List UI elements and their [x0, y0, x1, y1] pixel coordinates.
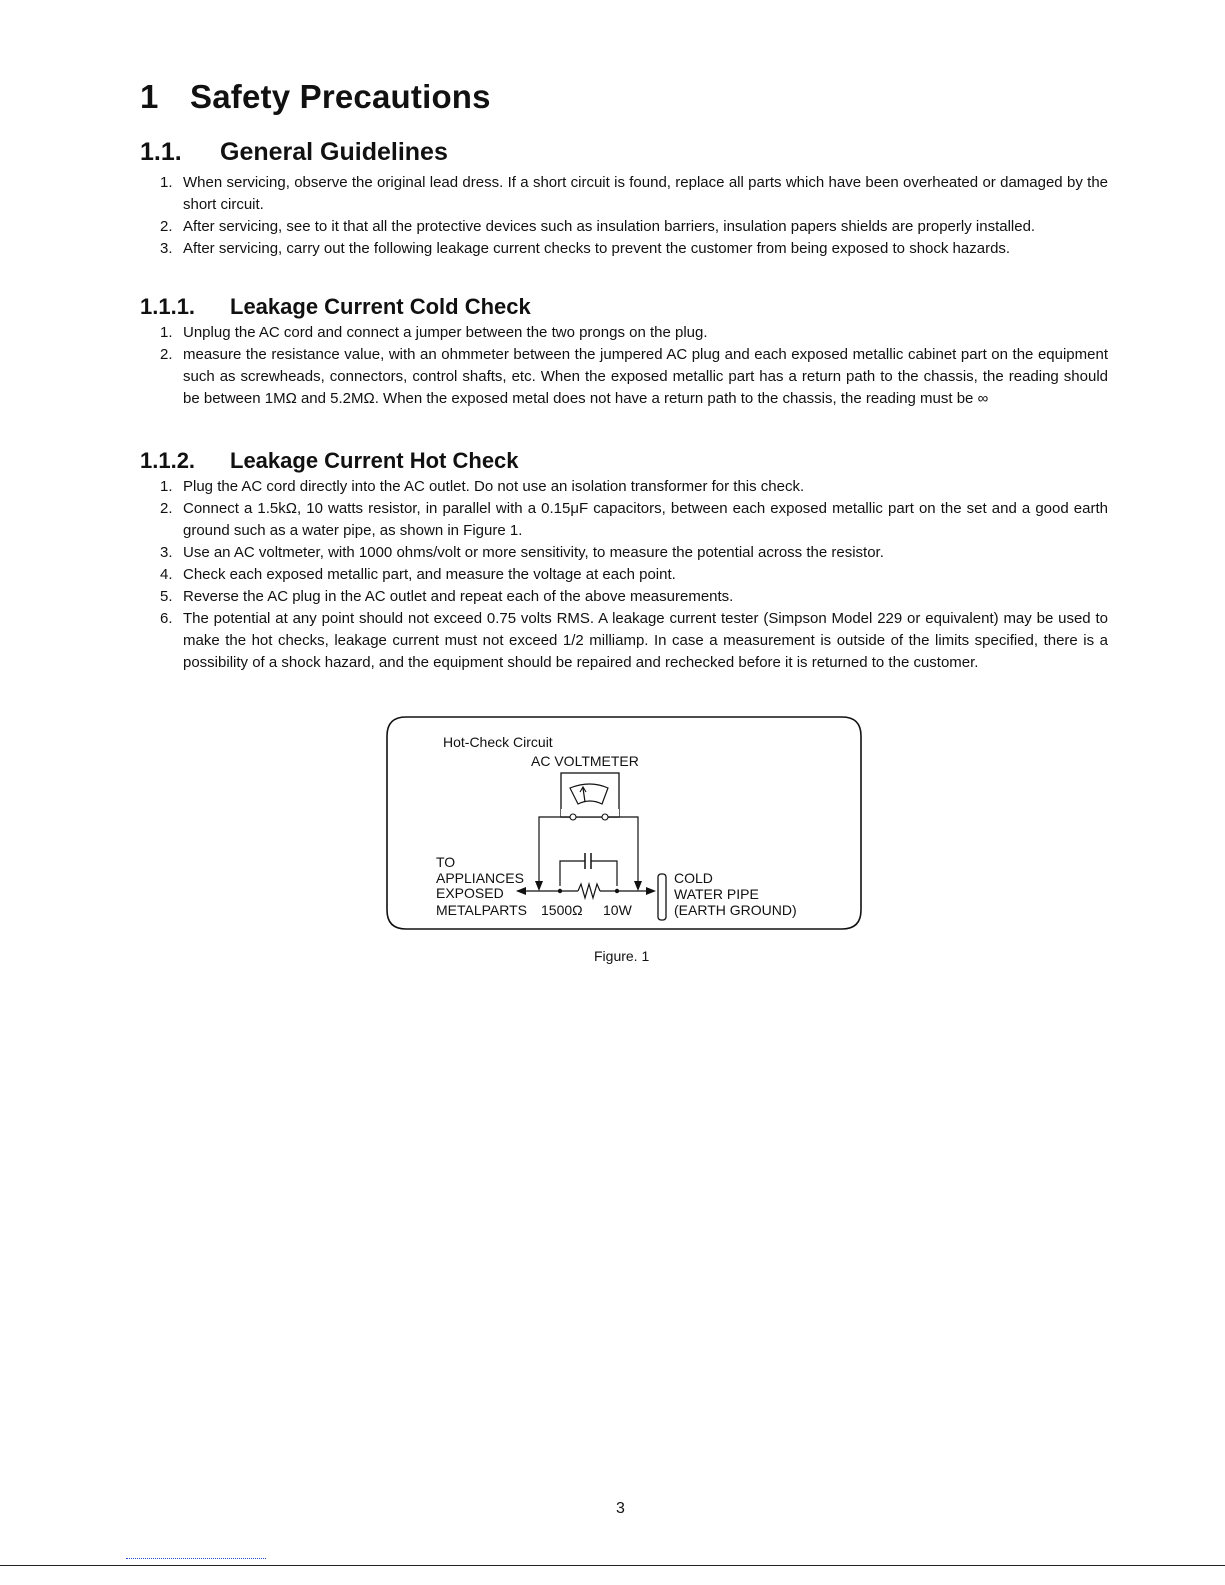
list-item	[160, 476, 1108, 498]
item-number: 3.	[160, 544, 173, 561]
appliance-label-line: METALPARTS	[436, 902, 528, 918]
section-number: 1	[140, 78, 159, 115]
item-text: Use an AC voltmeter, with 1000 ohms/volt or more sensitivity, to measure the potential across the resistor.	[183, 544, 884, 561]
section-title-text: Safety Precautions	[190, 78, 491, 115]
cold-check-list	[160, 322, 1108, 410]
heading-number: 1.1.	[140, 138, 182, 166]
ground-label-line: (EARTH GROUND)	[674, 902, 797, 918]
hot-check-list	[160, 476, 1108, 674]
list-item	[160, 238, 1108, 260]
ground-label-line: WATER PIPE	[674, 886, 759, 902]
footer-rule	[0, 1565, 1225, 1566]
footer-link-underline	[126, 1557, 266, 1559]
list-item	[160, 216, 1108, 238]
list-item	[160, 564, 1108, 586]
voltmeter-label: AC VOLTMETER	[531, 753, 639, 769]
page-number: 3	[616, 1500, 625, 1517]
junction-dot	[615, 889, 619, 893]
item-text: After servicing, see to it that all the protective devices such as insulation barriers, insulation papers shields are properly installed.	[183, 218, 1036, 235]
meter-lead-right	[608, 817, 638, 886]
resistor-power: 10W	[603, 902, 632, 918]
item-number: 3.	[160, 240, 173, 257]
hot-check-heading	[140, 448, 519, 474]
junction-dot	[558, 889, 562, 893]
appliance-label-line: APPLIANCES	[436, 870, 524, 886]
item-number: 2.	[160, 346, 173, 363]
list-item	[160, 322, 1108, 344]
item-text: Unplug the AC cord and connect a jumper between the two prongs on the plug.	[183, 324, 708, 341]
arrow-left-icon	[516, 887, 526, 895]
arrow-down-icon	[535, 881, 543, 891]
list-item	[160, 608, 1108, 674]
heading-text: Leakage Current Hot Check	[230, 448, 519, 473]
item-number: 5.	[160, 588, 173, 605]
water-pipe-icon	[658, 874, 666, 920]
general-guidelines-list	[160, 172, 1108, 260]
figure-caption: Figure. 1	[594, 948, 650, 964]
item-number: 2.	[160, 218, 173, 235]
heading-number: 1.1.1.	[140, 294, 196, 319]
capacitor-branch-right	[591, 861, 617, 886]
item-number: 6.	[160, 610, 173, 627]
figure-title: Hot-Check Circuit	[443, 734, 553, 750]
arrow-down-icon	[634, 881, 642, 891]
resistor-value: 1500Ω	[541, 902, 583, 918]
item-text: The potential at any point should not exceed 0.75 volts RMS. A leakage current tester (Simpson Model 229 or equivalent) may be used to make the hot checks, leakage current must not exceed 1/2 milliamp. In case a measurement is outside of the limits specified, there is a possibility of a shock hazard, and the equipment should be repaired and rechecked before it is returned to the customer.	[183, 610, 1108, 671]
hot-check-circuit-figure	[386, 716, 862, 930]
heading-text: Leakage Current Cold Check	[230, 294, 531, 319]
item-text: When servicing, observe the original lead dress. If a short circuit is found, replace all parts which have been overheated or damaged by the short circuit.	[183, 174, 1108, 213]
item-number: 2.	[160, 500, 173, 517]
list-item	[160, 542, 1108, 564]
item-text: Check each exposed metallic part, and measure the voltage at each point.	[183, 566, 676, 583]
arrow-right-icon	[646, 887, 656, 895]
meter-lead-left	[539, 817, 570, 886]
item-text: Reverse the AC plug in the AC outlet and repeat each of the above measurements.	[183, 588, 734, 605]
item-text: After servicing, carry out the following leakage current checks to prevent the customer from being exposed to shock hazards.	[183, 240, 1011, 257]
list-item	[160, 344, 1108, 410]
ground-label-line: COLD	[674, 870, 713, 886]
heading-text: General Guidelines	[220, 138, 448, 166]
capacitor-branch-left	[560, 861, 585, 886]
circuit-diagram	[386, 716, 862, 930]
cold-check-heading	[140, 294, 531, 320]
voltmeter-icon	[561, 773, 619, 820]
list-item	[160, 172, 1108, 216]
heading-number: 1.1.2.	[140, 448, 196, 473]
item-number: 4.	[160, 566, 173, 583]
item-number: 1.	[160, 174, 173, 191]
resistor-zigzag	[578, 884, 600, 898]
list-item	[160, 498, 1108, 542]
appliance-label-line: EXPOSED	[436, 885, 504, 901]
item-number: 1.	[160, 478, 173, 495]
section-title	[140, 78, 491, 116]
item-text: measure the resistance value, with an ohmmeter between the jumpered AC plug and each exposed metallic cabinet part on the equipment such as screwheads, connectors, control shafts, etc. When the exposed metallic part has a return path to the chassis, the reading should be between 1MΩ and 5.2MΩ. When the exposed metal does not have a return path to the chassis, the reading must be ∞	[183, 346, 1108, 407]
general-guidelines-heading	[140, 138, 448, 167]
item-text: Connect a 1.5kΩ, 10 watts resistor, in parallel with a 0.15μF capacitors, between each exposed metallic part on the set and a good earth ground such as a water pipe, as shown in Figure 1.	[183, 500, 1108, 539]
item-number: 1.	[160, 324, 173, 341]
item-text: Plug the AC cord directly into the AC outlet. Do not use an isolation transformer for this check.	[183, 478, 805, 495]
list-item	[160, 586, 1108, 608]
appliance-label-line: TO	[436, 854, 456, 870]
